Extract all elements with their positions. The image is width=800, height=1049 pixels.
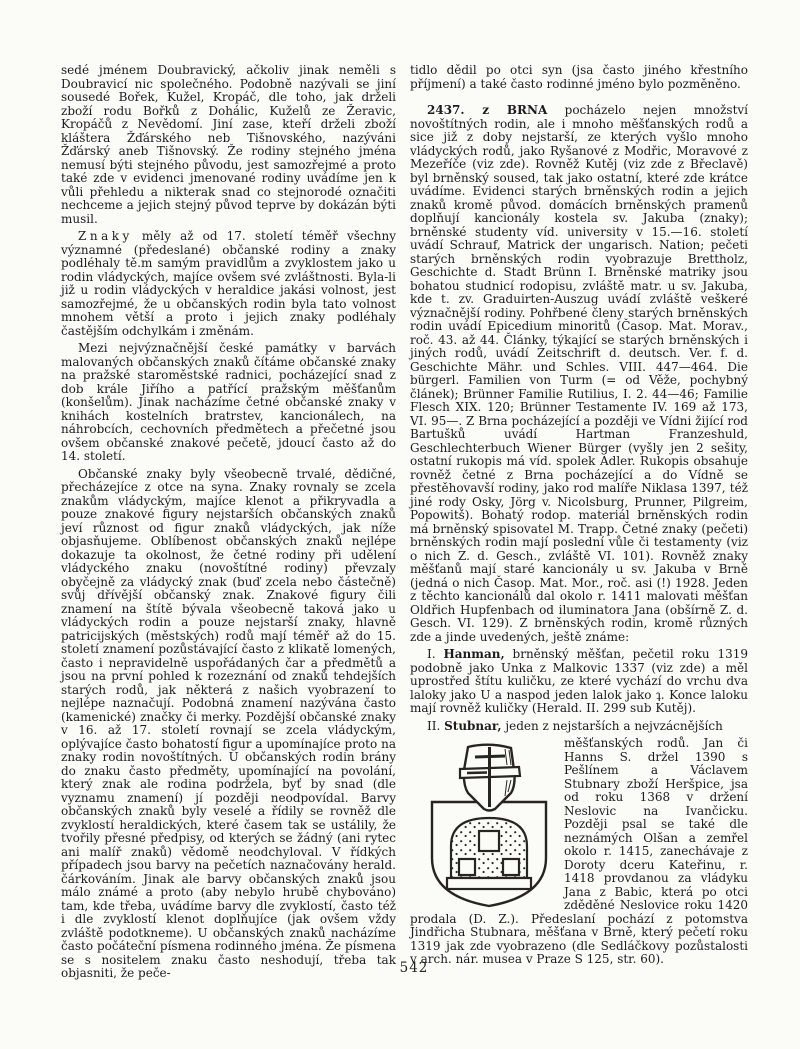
gate-window-right: [503, 859, 519, 875]
paragraph-text: měšťanských rodů. Jan či Hanns S. držel 1390 s Pešlínem a Václavem Stubnary zboží Heršpice, jsa od roku 1368 v držení Neslovic na Ivančicku. Později psal se také dle neznámých Olšan a zemřel okolo r. 1415, zanechávaje z Doroty dceru Kateřinu, r. 1418 provdanou za vládyku Jana z Babic, která po otci zděděné Neslovice roku 1420 prodala (D. Z.). Předeslaní pochází z potomstva Jindřicha Stubnara, měšťana v Brně, který pečetí roku 1319 jak zde vyobrazeno (dle Sedláčkovy pozůstalosti v arch. nár. musea v Praze S 125, str. 60).: [410, 736, 748, 966]
paragraph: [61, 64, 396, 226]
paragraph-entry-stubnar: [410, 720, 748, 734]
paragraph-text: Mezi nejvýznačnější české památky v barvách malovaných občanských znaků čítáme občanské znaky na pražské staroměstské radnici, pocházející snad z dob krále Jiřího a patřící pražským měšťanům (konšelům). Jinak nacházíme četné občanské znaky v knihách kostelních bratrstev, kancionálech, na náhrobcích, cechovních předmětech a přečetné jsou ovšem občanské znakové pečetě, jdoucí často až do 14. století.: [61, 341, 396, 463]
entry-numeral: I.: [427, 647, 444, 661]
paragraph-lead: Znaky: [78, 229, 133, 243]
paragraph-text: sedé jménem Doubravický, ačkoliv jinak neměli s Doubravicí nic společného. Podobně nazývali se jiní sousedé Bořek, Kužel, Kropáč, dle toho, jak drželi zboží rodu Bořků z Dohálic, Kuželů ze Žeravic, Kropáčů z Nevědomí. Jiní zase, kteří drželi zboží kláštera Žďárského neb Tišnovského, nazýváni Žďárský aneb Tišnovský. Že rodiny stejného jména nemusí býti stejného původu, jest samozřejmé a proto také zde v evidenci jmenované rodiny uvádíme jen k vůli přehledu a nikterak snad co stejnorodé označiti nechceme a jejich stejný původ teprve by dokázán býti musil.: [61, 63, 396, 226]
entry-title: Stubnar,: [444, 718, 502, 733]
gate-window-left: [459, 859, 475, 875]
helm-eye-slit: [467, 773, 487, 774]
paragraph: [61, 342, 396, 464]
paragraph-text: měly až od 17. století téměř všechny významné (předeslané) občanské rodiny a znaky podléhaly tě.m samým pravidlům a zvyklostem jako u rodin vládyckých, majíce ovšem své zvláštnosti. Byla-li již u rodin vládyckých v heraldice jakási volnost, jest samozřejmé, že u občanských rodin byla tato volnost mnohem větší a proto i jejich znaky podléhaly častějším odchylkám i změnám.: [61, 229, 396, 338]
paragraph: [410, 737, 748, 967]
right-column: [410, 64, 748, 967]
gate-window-top: [479, 831, 499, 851]
coat-of-arms-drawing: [423, 740, 555, 910]
paragraph-text: tidlo dědil po otci syn (jsa často jiného křestního příjmení) a také často rodinné jméno bylo pozměněno.: [410, 63, 748, 91]
paragraph: [61, 230, 396, 338]
paragraph-text: pocházelo nejen množství novoštítných rodin, ale i mnoho měšťanských rodů a sice již z doby nejstarší, ze kterých vyšlo mnoho vládyckých rodů, jako Ryšanové z Modřic, Moravové z Mezeříče (viz zde). Rovněž Kutěj (viz zde z Břeclavě) byl brněnský soused, tak jako ostatní, které zde krátce uvádíme. Evidenci starých brněnských rodin a jejich znaků kromě původ. domácích brněnských pramenů doplňují kancionály kostela sv. Jakuba (znaky); brněnské studenty víd. university v 15.—16. století uvádí Schrauf, Matrick der ungarisch. Nation; pečeti starých brněnských rodin vyobrazuje Brettholz, Geschichte d. Stadt Brünn I. Brněnské matriky jsou bohatou studnicí rodopisu, zvláště matr. u sv. Jakuba, kde t. zv. Graduirten-Auszug uvádí zvláště veškeré význačnější rodiny. Pohřbené členy starých brněnských rodin uvádí Epicedium minoritů (Časop. Mat. Morav., roč. 43. až 44. Články, týkající se starých brněnských i jiných rodů, uvádí Zeitschrift d. deutsch. Ver. f. d. Geschichte Mähr. und Schles. VIII. 447—464. Die bürgerl. Familien von Turm (= od Věže, pochybný článek); Brünner Familie Rutilius, I. 2. 44—46; Familie Flesch XIX. 120; Brünner Testamente IV. 169 až 173, VI. 95—. Z Brna pocházející a později ve Vídni žijící rod Bartušků uvádí Hartman Franzeshuld, Geschlechterbuch Wiener Bürger (vyšly jen 2 sešity, ostatní rukopis má víd. spolek Adler. Rukopis obsahuje rovněž četné z Brna pocházející a do Vídně se přestěhovavší rodiny, jako rod malíře Niklasa 1397, též jiné rody Osky, Jörg v. Nicolsburg, Prunner, Pilgreim, Popowitš). Bohatý rodop. materiál brněnských rodin má brněnský spisovatel M. Trapp. Četné znaky (pečeti) brněnských rodin mají poslední vůle či testamenty (viz o nich Z. d. Gesch., zvláště VI. 101). Rovněž znaky měšťanů mají staré kancionály u sv. Jakuba v Brně (jedná o nich Časop. Mat. Mor., roč. asi (!) 1928. Jeden z těchto kancionálů dal okolo r. 1411 malovati měšťan Oldřich Hupfenbach od iluminatora Jana (obšírně Z. d. Gesch. VI. 129). Z brněnských rodin, kromě různých zde a jinde uvedených, ještě známe:: [410, 103, 749, 644]
entry-title: Hanman,: [443, 647, 505, 661]
helm-cross-arm: [475, 756, 505, 757]
paragraph-entry-hanman: [410, 648, 748, 716]
paragraph: [410, 64, 748, 91]
paragraph: [61, 468, 396, 981]
page-number: 542: [399, 960, 429, 976]
paragraph-entry-2437: [410, 104, 748, 644]
stubnar-coat-of-arms-image: [423, 740, 555, 910]
paragraph-text: Občanské znaky byly všeobecně trvalé, dědičné, přecházejíce z otce na syna. Znaky rovnaly se zcela znakům vládyckým, majíce klenot a přikryvadla a pouze znakové figury nejstarších občanských znaků jeví různost od figur znaků vládyckých, jak níže objasňujeme. Oblíbenost občanských znaků nejlépe dokazuje ta okolnost, že četné rodiny při udělení vládyckého znaku (novoštítné rodiny) převzaly obyčejně za vládycký znak (buď zcela nebo částečně) svůj dřívější občanský znak. Znakové figury čili znamení na štítě bývala všeobecně taková jako u vládyckých rodin a pouze nejstarší znaky, hlavně patricijských (městských) rodů mají téměř až do 15. století znamení pozůstávající často z klikatě lomených, často i nepravidelně uspořádaných čar a předmětů a jsou na první pohled k rozeznání od znaků tehdejších starých rodů, jak některá z našich vyobrazení to nejlépe naznačují. Podobná znamení nazývána často (kamenické) značky či merky. Pozdější občanské znaky v 16. až 17. století rovnají se zcela vládyckým, oplývajíce často bohatostí figur a upomínajíce proto na znaky rodin novoštítných. U občanských rodin brány do znaku často předměty, upomínající na povolání, který znak ale rodina podržela, byť by snad (dle vyznamu znamení) jí později neodpovídal. Barvy občanských znaků byly veselé a řídily se rovněž dle zvyklostí heraldických, které časem tak se ustálily, že tvořily přesné předpisy, od kterých se žádný (ani rytec ani malíř znaků) vědomě neodchyloval. V řídkých případech jsou barvy na pečetích naznačovány herald. čárkováním. Jinak ale barvy občanských znaků jsou málo známé a proto (aby nebylo hrubě chybováno) tam, kde třeba, uvádíme barvy dle zvyklostí, často též i dle zvyklostí klenot doplňujíce (jak ovšem vždy zvláště podotkneme). U občanských znaků nacházíme často počáteční písmena rodinného jména. Že písmena se s nositelem znaku často neshodují, třeba tak objasniti, že peče-: [61, 466, 396, 980]
entry-numeral: II.: [427, 718, 445, 733]
paragraph-text: brněnský měšťan, pečetil roku 1319 podobně jako Unka z Malkovic 1337 (viz zde) a měl uprostřed štítu kuličku, ze které vychází do vrchu dva laloky jako U a naspod jeden lalok jako ʇ. Konce laloku mají rovněž kuličky (Herald. II. 299 sub Kutěj).: [410, 647, 748, 715]
entry-title: 2437. z BRNA: [427, 103, 548, 117]
left-column: [61, 64, 396, 981]
gate-base: [447, 878, 531, 889]
paragraph-text: jeden z nejstarších a nejvzácnějších: [501, 718, 723, 733]
